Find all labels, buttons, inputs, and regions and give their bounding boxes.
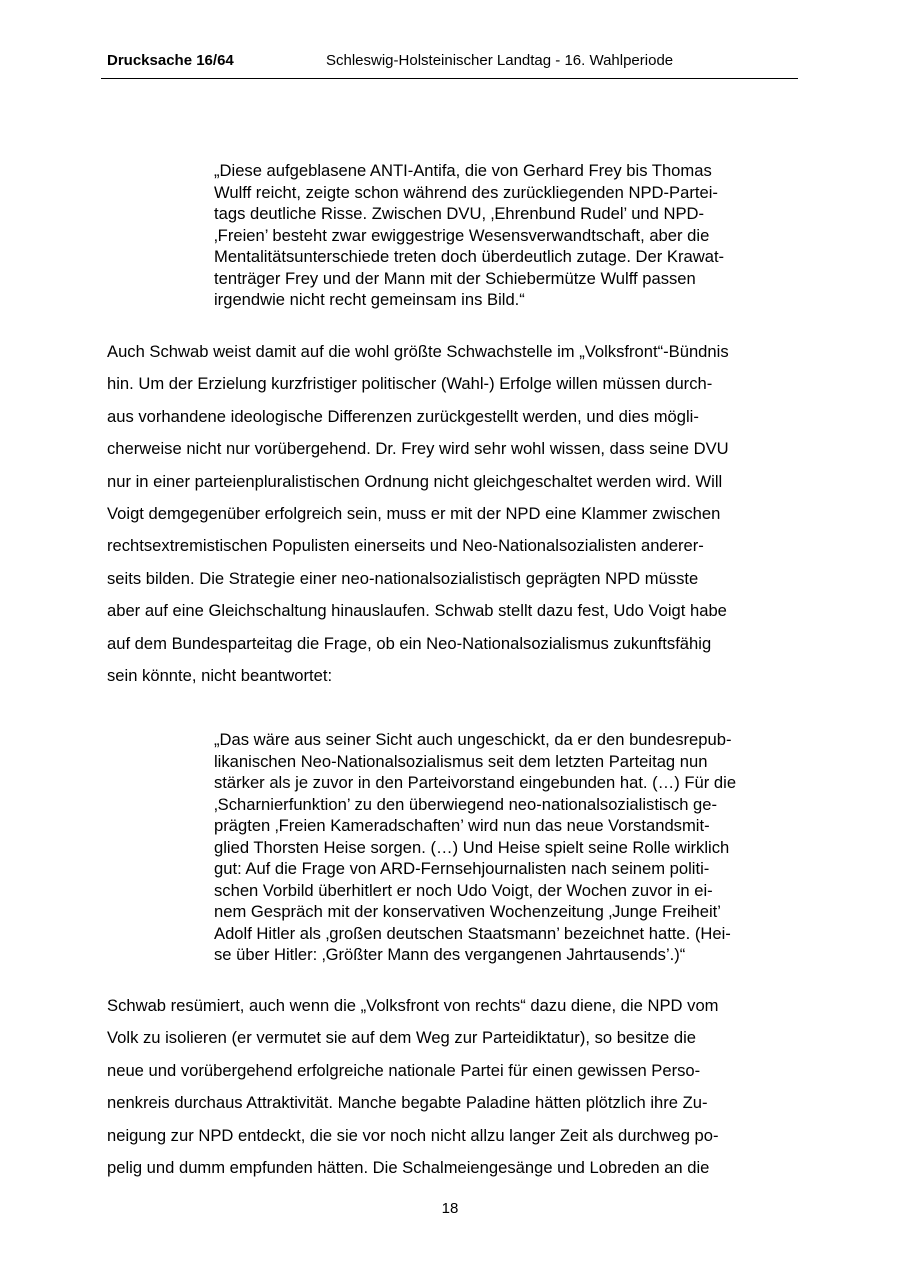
paragraph-line: aber auf eine Gleichschaltung hinauslaufen. Schwab stellt dazu fest, Udo Voigt habe: [107, 601, 727, 621]
paragraph-line: cherweise nicht nur vorübergehend. Dr. Frey wird sehr wohl wissen, dass seine DVU: [107, 439, 729, 459]
quote-line: stärker als je zuvor in den Parteivorstand eingebunden hat. (…) Für die: [214, 773, 737, 792]
quote-line: irgendwie nicht recht gemeinsam ins Bild.“: [214, 290, 525, 309]
paragraph-line: auf dem Bundesparteitag die Frage, ob ein Neo-Nationalsozialismus zukunftsfähig: [107, 633, 712, 653]
quote-line: Wulff reicht, zeigte schon während des zurückliegenden NPD-Partei-: [214, 182, 718, 202]
quote-line: ‚Freien’ besteht zwar ewiggestrige Wesensverwandtschaft, aber die: [214, 225, 710, 245]
quote-line: gut: Auf die Frage von ARD-Fernsehjournalisten nach seinem politi-: [214, 859, 710, 878]
block-quote-1: [214, 160, 794, 311]
quote-line: schen Vorbild überhitlert er noch Udo Voigt, der Wochen zuvor in ei-: [214, 880, 713, 900]
quote-line: „Diese aufgeblasene ANTI-Antifa, die von Gerhard Frey bis Thomas: [214, 161, 712, 180]
paragraph-line: sein könnte, nicht beantwortet:: [107, 666, 333, 686]
quote-line: likanischen Neo-Nationalsozialismus seit dem letzten Parteitag nun: [214, 751, 708, 771]
body-paragraph-2: [107, 990, 807, 1184]
quote-line: ‚Scharnierfunktion’ zu den überwiegend neo-nationalsozialistisch ge-: [214, 794, 718, 814]
paragraph-line: neue und vorübergehend erfolgreiche nationale Partei für einen gewissen Perso-: [107, 1060, 701, 1080]
paragraph-line: Schwab resümiert, auch wenn die „Volksfront von rechts“ dazu diene, die NPD vom: [107, 996, 719, 1015]
paragraph-line: neigung zur NPD entdeckt, die sie vor noch nicht allzu langer Zeit als durchweg po-: [107, 1125, 719, 1145]
quote-line: Mentalitätsunterschiede treten doch überdeutlich zutage. Der Krawat-: [214, 247, 725, 266]
paragraph-line: Volk zu isolieren (er vermutet sie auf dem Weg zur Parteidiktatur), so besitze die: [107, 1028, 697, 1048]
quote-line: „Das wäre aus seiner Sicht auch ungeschickt, da er den bundesrepub-: [214, 730, 732, 749]
paragraph-line: nur in einer parteienpluralistischen Ordnung nicht gleichgeschaltet werden wird. Will: [107, 471, 723, 491]
page-header: [101, 50, 798, 79]
paragraph-line: nenkreis durchaus Attraktivität. Manche begabte Paladine hätten plötzlich ihre Zu-: [107, 1093, 708, 1113]
quote-line: se über Hitler: ‚Größter Mann des vergangenen Jahrtausends’.)“: [214, 945, 686, 964]
quote-line: Adolf Hitler als ‚großen deutschen Staatsmann’ bezeichnet hatte. (Hei-: [214, 923, 731, 943]
paragraph-line: rechtsextremistischen Populisten einerseits und Neo-Nationalsozialisten anderer-: [107, 536, 704, 556]
paragraph-line: Voigt demgegenüber erfolgreich sein, muss er mit der NPD eine Klammer zwischen: [107, 504, 721, 524]
quote-line: glied Thorsten Heise sorgen. (…) Und Heise spielt seine Rolle wirklich: [214, 837, 730, 857]
paragraph-line: seits bilden. Die Strategie einer neo-nationalsozialistisch geprägten NPD müsste: [107, 568, 699, 588]
paragraph-line: hin. Um der Erzielung kurzfristiger politischer (Wahl-) Erfolge willen müssen durch-: [107, 374, 713, 394]
paragraph-line: pelig und dumm empfunden hätten. Die Schalmeiengesänge und Lobreden an die: [107, 1158, 710, 1178]
document-number: Drucksache 16/64: [107, 52, 234, 69]
quote-line: nem Gespräch mit der konservativen Wochenzeitung ‚Junge Freiheit’: [214, 902, 721, 921]
quote-line: tags deutliche Risse. Zwischen DVU, ‚Ehrenbund Rudel’ und NPD-: [214, 204, 705, 223]
block-quote-2: [214, 729, 794, 966]
paragraph-line: Auch Schwab weist damit auf die wohl größte Schwachstelle im „Volksfront“-Bündnis: [107, 342, 729, 361]
quote-line: prägten ‚Freien Kameradschaften’ wird nun das neue Vorstandsmit-: [214, 816, 710, 835]
quote-line: tenträger Frey und der Mann mit der Schiebermütze Wulff passen: [214, 268, 696, 288]
body-paragraph-1: [107, 336, 807, 692]
paragraph-line: aus vorhandene ideologische Differenzen zurückgestellt werden, und dies mögli-: [107, 406, 699, 426]
page-number: 18: [441, 1200, 459, 1217]
header-title: Schleswig-Holsteinischer Landtag - 16. Wahlperiode: [326, 52, 674, 69]
